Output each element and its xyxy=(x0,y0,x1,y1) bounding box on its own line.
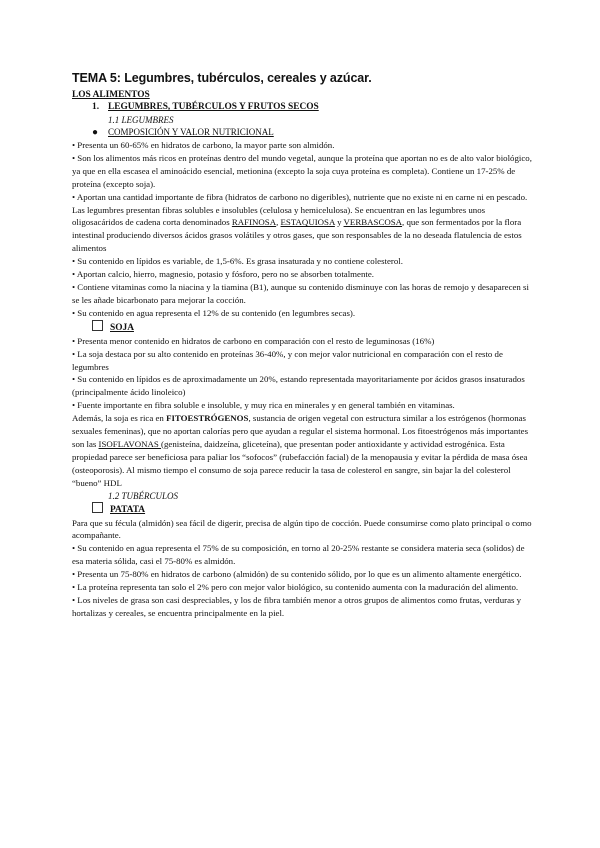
subsection-heading xyxy=(72,101,532,114)
paragraph xyxy=(72,191,532,256)
text-run: Además, la soja es rica en xyxy=(72,413,167,424)
text-run: y xyxy=(334,217,344,228)
document-page xyxy=(72,70,532,620)
checkbox-square-icon xyxy=(92,502,103,513)
composition-label: COMPOSICIÓN Y VALOR NUTRICIONAL xyxy=(108,127,274,137)
paragraph xyxy=(72,412,532,489)
paragraph: • La soja destaca por su alto contenido en proteínas 36-40%, y con mejor valor nutricional en comparación con el resto de legumbres xyxy=(72,348,503,372)
term-verbascosa: VERBASCOSA xyxy=(343,217,403,228)
page-title: TEMA 5: Legumbres, tubérculos, cereales y azúcar. xyxy=(72,71,372,85)
text-run: , sustancia de origen vegetal con estructura similar a los estrógenos (hormonas sexuales femeninas), que no aportan calorías pero que ayudan a regular el sistema hormonal. Los fitoestrógenos más importantes son las xyxy=(72,413,529,449)
paragraph: Para que su fécula (almidón) sea fácil de digerir, precisa de algún tipo de cocción. Puede consumirse como plato principal o como acompañante. xyxy=(72,517,532,541)
composition-heading xyxy=(72,126,532,139)
bullet-dot-icon: ● xyxy=(92,127,99,138)
paragraph: • La proteína representa tan solo el 2% pero con mejor valor biológico, su contenido aumenta con la maduración del alimento. xyxy=(72,582,519,593)
checkbox-square-icon xyxy=(92,320,103,331)
patata-label: PATATA xyxy=(110,504,146,515)
text-run: • Aportan una cantidad importante de fibra (hidratos de carbono no digeribles), nutriente que no existe ni en carne ni en pescado. Las legumbres presentan fibras solubles e insolubles (celulosa y hemicelulosa). Se encuentran en las legumbres unos oligosacáridos de cadena corta denominados xyxy=(72,191,528,228)
paragraph: • Su contenido en agua representa el 12% de su contenido (en legumbres secas). xyxy=(72,307,356,318)
paragraph: • Son los alimentos más ricos en proteínas dentro del mundo vegetal, aunque la proteína que aportan no es de alto valor biológico, ya que en ella escasea el aminoácido esencial, metionina (excepto la soja cuya proteína es completa). Contiene un 17-25% de proteína (excepto soja). xyxy=(72,152,532,189)
subsection-label: LEGUMBRES, TUBÉRCULOS Y FRUTOS SECOS xyxy=(108,102,319,112)
paragraph: • Contiene vitaminas como la niacina y la tiamina (B1), aunque su contenido disminuye con las horas de remojo y desaparecen si se les añade bicarbonato para mejorar la cocción. xyxy=(72,281,529,305)
tuberculos-subheading: 1.2 TUBÉRCULOS xyxy=(108,490,179,501)
term-isoflavonas: ISOFLAVONAS xyxy=(98,438,162,449)
paragraph: • Presenta un 75-80% en hidratos de carbono (almidón) de su contenido sólido, por lo que es un alimento altamente energético. xyxy=(72,569,522,580)
soja-heading xyxy=(72,320,532,335)
patata-heading xyxy=(72,502,532,517)
section-heading: LOS ALIMENTOS xyxy=(72,90,150,100)
text-run: , que son fermentados por la flora intestinal produciendo diversos ácidos grasos volátiles y otros gases, que son responsables de la no deseada flatulencia de estos alimentos xyxy=(72,217,522,254)
term-rafinosa: RAFINOSA xyxy=(231,217,277,228)
text-run: (genisteína, daidzeína, gliceteína), que presentan poder antioxidante y actividad estrogénica. Esta propiedad parece ser beneficiosa para paliar los “sofocos” (rubefacción facial) de la menopausia y evitar la pérdida de masa ósea (osteoporosis). Al mismo tiempo el consumo de soja parece reducir la tasa de colesterol en sangre, sin bajar la del colesterol “bueno” HDL xyxy=(72,438,528,488)
paragraph: • Presenta menor contenido en hidratos de carbono en comparación con el resto de leguminosas (16%) xyxy=(72,335,435,346)
paragraph: • Su contenido en lípidos es de aproximadamente un 20%, estando representada mayoritariamente por ácidos grasos insaturados (principalmente ácido linoleico) xyxy=(72,374,525,398)
paragraph: • Su contenido en agua representa el 75% de su composición, en torno al 20-25% restante se considera materia seca (solidos) de esa materia sólida, casi el 75-80% es almidón. xyxy=(72,543,525,567)
paragraph: • Presenta un 60-65% en hidratos de carbono, la mayor parte son almidón. xyxy=(72,140,335,150)
subsection-number: 1. xyxy=(92,102,100,112)
paragraph: • Su contenido en lípidos es variable, de 1,5-6%. Es grasa insaturada y no contiene colesterol. xyxy=(72,256,403,267)
term-estaquiosa: ESTAQUIOSA xyxy=(280,217,335,228)
soja-label: SOJA xyxy=(110,322,134,333)
paragraph: • Fuente importante en fibra soluble e insoluble, y muy rica en minerales y en general también en vitaminas. xyxy=(72,400,455,411)
term-fitoestrogenos: FITOESTRÓGENOS xyxy=(166,413,249,424)
paragraph: • Aportan calcio, hierro, magnesio, potasio y fósforo, pero no se absorben totalmente. xyxy=(72,269,374,280)
text-run: , xyxy=(276,217,281,228)
legumbres-subheading: 1.1 LEGUMBRES xyxy=(108,115,174,125)
paragraph: • Los niveles de grasa son casi despreciables, y los de fibra también menor a otros grupos de alimentos como frutas, verduras y hortalizas y cereales, se encuentra principalmente en la piel. xyxy=(72,595,522,618)
